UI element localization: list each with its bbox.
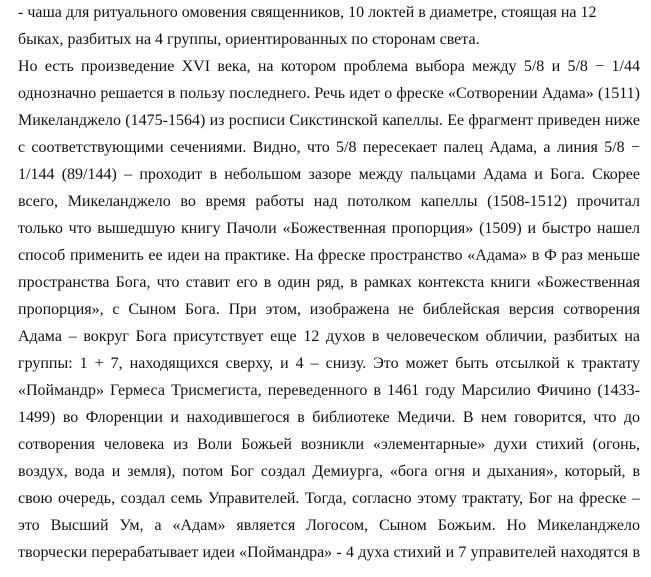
text-line: с соответствующими сечениями. Видно, что 5/8 пересекает палец Адама, а линия 5/8 −	[18, 139, 640, 156]
text-line: «Поймандр» Гермеса Трисмегиста, переведенного в 1461 году Марсилио Фичино (1433-	[18, 382, 640, 399]
text-line: способ применить ее идеи на практике. На фреске пространство «Адама» в Ф раз меньше	[18, 247, 640, 264]
text-line: группы: 1 + 7, находящихся сверху, и 4 – снизу. Это может быть отсылкой к трактату	[18, 355, 640, 372]
text-line: пространства Бога, что ставит его в один ряд, в рамках контекста книги «Божественная	[18, 274, 640, 291]
text-line: сотворения человека из Воли Божьей возникли «элементарные» духи стихий (огонь,	[18, 436, 640, 453]
text-line: - чаша для ритуального омовения священников, 10 локтей в диаметре, стоящая на 12	[18, 4, 597, 21]
text-line: однозначно решается в пользу последнего. Речь идет о фреске «Сотворении Адама» (1511)	[18, 85, 640, 102]
text-line: 1/144 (89/144) – проходит в небольшом зазоре между пальцами Адама и Бога. Скорее	[18, 166, 640, 183]
text-line: Микеланджело (1475-1564) из росписи Сикстинской капеллы. Ее фрагмент приведен ниже	[18, 112, 640, 129]
text-line: 1499) во Флоренции и находившегося в библиотеке Медичи. В нем говорится, что до	[18, 409, 640, 426]
text-line: пропорция», с Сыном Бога. При этом, изображена не библейская версия сотворения	[18, 301, 640, 318]
text-line: только что вышедшую книгу Пачоли «Божественная пропорция» (1509) и быстро нашел	[18, 220, 640, 237]
text-line: это Высший Ум, а «Адам» является Логосом, Сыном Божьим. Но Микеланджело	[18, 517, 640, 534]
text-line: Адама – вокруг Бога присутствует еще 12 духов в человеческом обличии, разбитых на	[18, 328, 640, 345]
text-line: воздух, вода и земля), потом Бог создал Демиурга, «бога огня и дыхания», который, в	[18, 463, 640, 480]
text-line: творчески перерабатывает идеи «Поймандра» - 4 духа стихий и 7 управителей находятся в	[18, 544, 640, 561]
text-line: свою очередь, создал семь Управителей. Тогда, согласно этому трактату, Бог на фреске –	[18, 490, 640, 507]
text-line: быках, разбитых на 4 группы, ориентированных по сторонам света.	[18, 31, 480, 48]
text-line: Но есть произведение XVI века, на котором проблема выбора между 5/8 и 5/8 − 1/44	[18, 58, 640, 75]
text-line: всего, Микеланджело во время работы над потолком капеллы (1508-1512) прочитал	[18, 193, 640, 210]
